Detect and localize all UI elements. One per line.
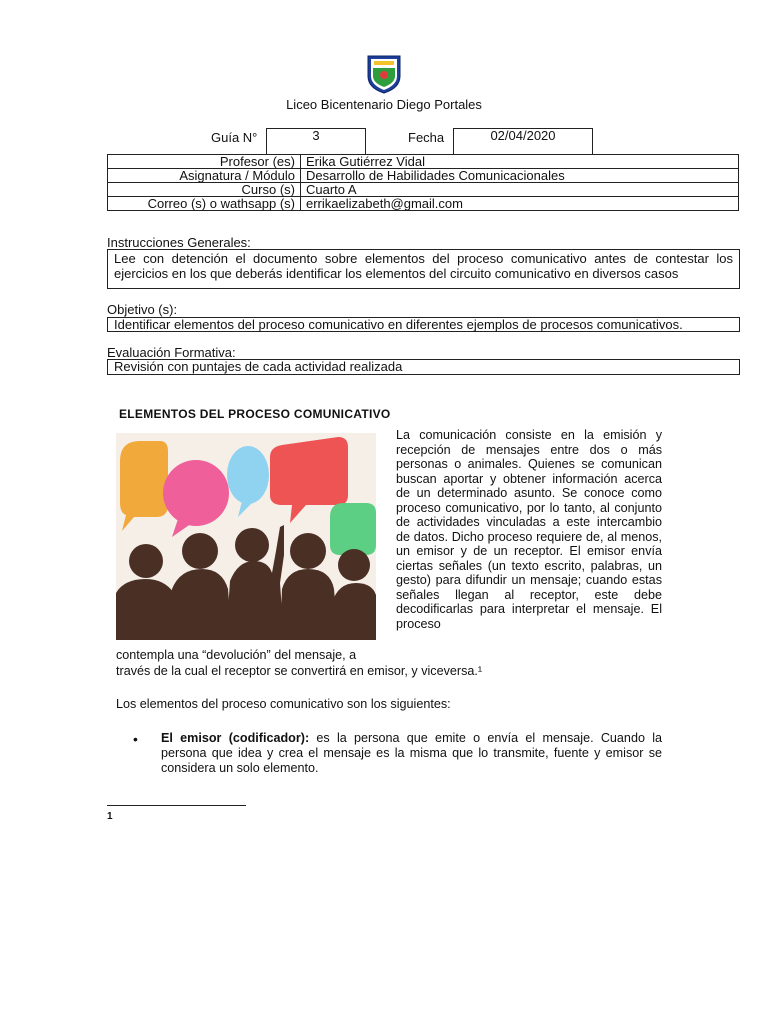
objective-text: Identificar elementos del proceso comunicativo en diferentes ejemplos de procesos comunicativos. [114, 317, 683, 332]
emisor-text: es la persona que emite o envía el mensaje. Cuando la persona que idea y crea el mensaje es la misma que lo transmite, fuente y emisor se considera un solo elemento. [161, 731, 663, 775]
instructions-title: Instrucciones Generales: [107, 235, 251, 250]
guia-label: Guía N° [211, 130, 258, 145]
emisor-term: El emisor (codificador): [161, 731, 310, 745]
course-info-table [107, 154, 739, 211]
asignatura-value: Desarrollo de Habilidades Comunicacionales [301, 169, 739, 183]
school-logo [366, 54, 402, 94]
fecha-label: Fecha [408, 130, 445, 145]
evaluation-box [107, 359, 740, 375]
profesor-label: Profesor (es) [108, 155, 301, 169]
blue-speech-bubble [227, 446, 269, 504]
table-row [108, 183, 739, 197]
intro-paragraph-continuation [116, 647, 676, 679]
objective-box [107, 317, 740, 332]
evaluation-text: Revisión con puntajes de cada actividad realizada [114, 359, 403, 374]
guia-number-box [266, 128, 366, 155]
footnote-divider [107, 805, 246, 806]
bullet-icon: • [133, 731, 138, 747]
instructions-box [107, 249, 740, 289]
emisor-item [161, 731, 662, 776]
communication-illustration [116, 433, 376, 640]
table-row [108, 197, 739, 211]
continuation-line-2: través de la cual el receptor se convertirá en emisor, y viceversa.¹ [116, 664, 483, 678]
evaluation-title: Evaluación Formativa: [107, 345, 236, 360]
pink-speech-bubble [163, 460, 229, 526]
fecha-box [453, 128, 593, 155]
objective-title: Objetivo (s): [107, 302, 178, 317]
section-heading: ELEMENTOS DEL PROCESO COMUNICATIVO [119, 407, 391, 421]
curso-value: Cuarto A [301, 183, 739, 197]
table-row [108, 169, 739, 183]
intro-paragraph: La comunicación consiste en la emisión y recepción de mensajes entre dos o más personas o animales. Quienes se comunican buscan aportar y obtener información acerca de un determinado asunto. Se conoce como proceso comunicativo, por lo tanto, al conjunto de actividades vinculadas a este intercambio de datos. Dicho proceso requiere de, al menos, un emisor y de un receptor. El emisor envía ciertas señales (un texto escrito, palabras, un gesto) para difundir un mensaje; cuando estas señales llegan al receptor, este debe decodificarlas para interpretar el mensaje. El proceso [396, 428, 662, 631]
school-name: Liceo Bicentenario Diego Portales [286, 97, 482, 112]
elements-list-intro: Los elementos del proceso comunicativo son los siguientes: [116, 697, 451, 711]
guia-number: 3 [312, 128, 320, 143]
continuation-line-1: contempla una “devolución” del mensaje, a [116, 648, 357, 662]
footnote-number: 1 [107, 811, 113, 822]
asignatura-label: Asignatura / Módulo [108, 169, 301, 183]
profesor-value: Erika Gutiérrez Vidal [301, 155, 739, 169]
correo-value: errikaelizabeth@gmail.com [301, 197, 739, 211]
curso-label: Curso (s) [108, 183, 301, 197]
fecha-value: 02/04/2020 [490, 128, 556, 143]
instructions-text: Lee con detención el documento sobre elementos del proceso comunicativo antes de contestar los ejercicios en los que deberás identificar los elementos del circuito comunicativo en diversos casos [114, 251, 733, 281]
table-row [108, 155, 739, 169]
correo-label: Correo (s) o wathsapp (s) [108, 197, 301, 211]
